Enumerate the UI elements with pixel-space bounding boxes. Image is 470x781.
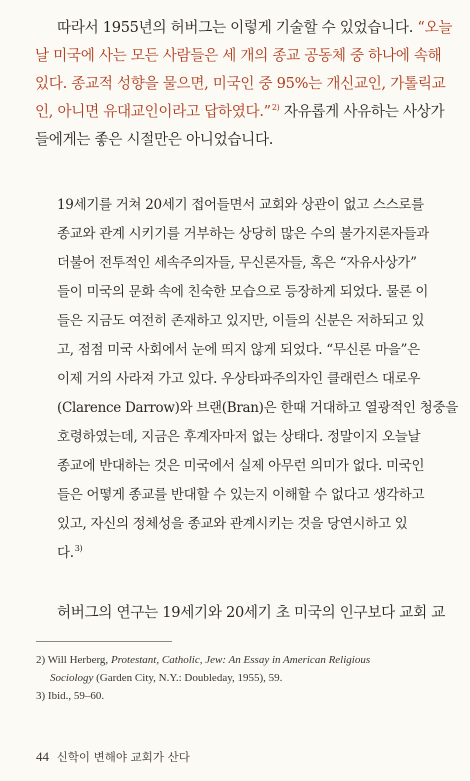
quote-highlight-end: 인, 아니면 유대교인이라고 답하였다.” — [35, 103, 271, 120]
footnote-3-text: Ibid., 59–60. — [47, 690, 105, 702]
paragraph-1-line-4 — [35, 100, 444, 121]
footnote-ref-3: 3) — [74, 544, 83, 553]
blockquote-line: 들이 미국의 문화 속에 친숙한 모습으로 등장하게 되었다. 물론 이 — [57, 284, 429, 300]
blockquote-line: 이제 거의 사라져 가고 있다. 우상타파주의자인 클래런스 대로우 — [57, 371, 421, 387]
paragraph-1-line-1 — [57, 16, 452, 37]
blockquote-line: 종교에 반대하는 것은 미국에서 실제 아무런 의미가 없다. 미국인 — [57, 458, 425, 474]
blockquote-line: 들은 어떻게 종교를 반대할 수 있는지 이해할 수 없다고 생각하고 — [57, 487, 425, 503]
footnote-2-title: Protestant, Catholic, Jew: An Essay in American Religious — [110, 654, 371, 666]
footnote-2-author: Will Herberg, — [47, 654, 111, 666]
footnote-3-number: 3) — [36, 690, 46, 702]
paragraph-2-line-1: 허버그의 연구는 19세기와 20세기 초 미국의 인구보다 교회 교 — [57, 604, 445, 621]
paragraph-1-line-4-rest: 자유롭게 사유하는 사상가 — [279, 103, 445, 120]
paragraph-1-line-5: 들에게는 좋은 시절만은 아니었습니다. — [35, 131, 274, 148]
paragraph-1-line-2: 날 미국에 사는 모든 사람들은 세 개의 종교 공동체 중 하나에 속해 — [35, 47, 442, 64]
blockquote-line: 있고, 자신의 정체성을 종교와 관계시키는 것을 당연시하고 있 — [57, 516, 408, 532]
blockquote-line: 더불어 전투적인 세속주의자들, 무신론자들, 혹은 “자유사상가” — [57, 255, 417, 271]
blockquote-line: 종교와 관계 시키기를 거부하는 상당히 많은 수의 불가지론자들과 — [57, 226, 429, 242]
quote-highlight-start: “오늘 — [417, 19, 453, 36]
blockquote-line-last — [57, 541, 82, 561]
blockquote-last-text: 다. — [57, 545, 74, 561]
blockquote-line: 고, 점점 미국 사회에서 눈에 띄지 않게 되었다. “무신론 마을”은 — [57, 342, 420, 358]
running-footer — [36, 749, 190, 765]
book-title: 신학이 변해야 교회가 산다 — [56, 750, 190, 764]
paragraph-1-line-1-text: 따라서 1955년의 허버그는 이렇게 기술할 수 있었습니다. — [57, 19, 418, 36]
footnote-2-line-2 — [50, 672, 282, 684]
blockquote-line: (Clarence Darrow)와 브랜(Bran)은 한때 거대하고 열광적인 청중을 — [57, 400, 458, 416]
footnote-2-title-cont: Sociology — [50, 672, 94, 684]
footnote-divider — [36, 641, 172, 642]
footnote-2-publication: (Garden City, N.Y.: Doubleday, 1955), 59. — [93, 672, 283, 684]
blockquote-line: 호령하였는데, 지금은 후계자마저 없는 상태다. 정말이지 오늘날 — [57, 429, 421, 445]
footnote-2-line-1 — [36, 654, 370, 666]
blockquote-line: 19세기를 거쳐 20세기 접어들면서 교회와 상관이 없고 스스로를 — [57, 197, 424, 213]
footnote-2-number: 2) — [36, 654, 46, 666]
blockquote-line: 들은 지금도 여전히 존재하고 있지만, 이들의 신분은 저하되고 있 — [57, 313, 425, 329]
paragraph-1-line-3: 있다. 종교적 성향을 물으면, 미국인 중 95%는 개신교인, 가톨릭교 — [35, 75, 446, 92]
footnote-3 — [36, 690, 104, 702]
footnote-ref-2: 2) — [271, 103, 280, 112]
page-number: 44 — [36, 749, 49, 764]
